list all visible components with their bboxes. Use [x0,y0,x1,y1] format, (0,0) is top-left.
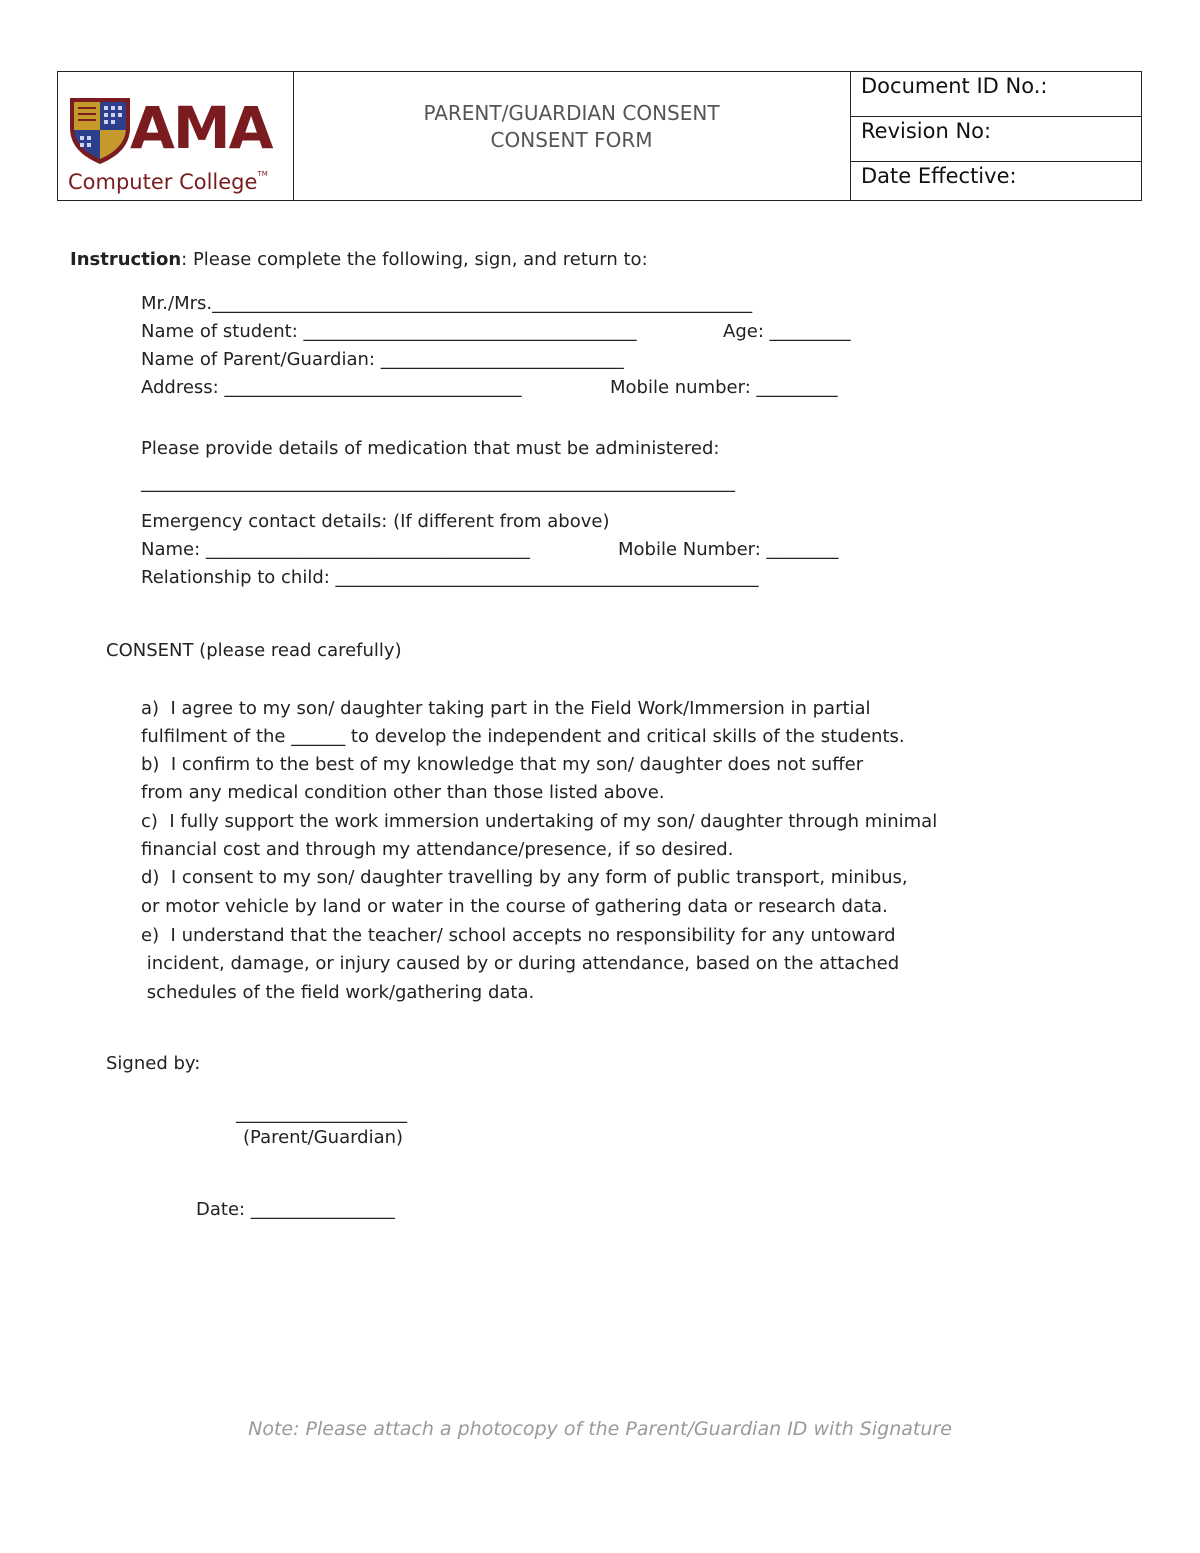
consent-line: fulfilment of the ______ to develop the independent and critical skills of the students. [141,726,905,747]
emergency-contact-label: Emergency contact details: (If different from above) [141,511,610,532]
document-meta-cell [850,72,1141,200]
revision-label: Revision No: [850,117,1141,162]
consent-line: from any medical condition other than those listed above. [141,782,665,803]
footer-note: Note: Please attach a photocopy of the Parent/Guardian ID with Signature [248,1418,952,1440]
logo-brand-text: AMA [130,94,272,162]
emergency-mobile-field[interactable]: Mobile Number: ________ [618,539,839,560]
signature-role-label: (Parent/Guardian) [243,1127,404,1148]
signed-by-label: Signed by: [106,1053,201,1074]
age-field[interactable]: Age: _________ [723,321,851,342]
consent-line: or motor vehicle by land or water in the course of gathering data or research data. [141,896,888,917]
consent-line: a) I agree to my son/ daughter taking part in the Field Work/Immersion in partial [141,698,871,719]
form-title-line-2: CONSENT FORM [490,128,653,152]
shield-crest-icon [68,94,132,166]
date-effective-label: Date Effective: [861,164,1017,188]
consent-line: b) I confirm to the best of my knowledge that my son/ daughter does not suffer [141,754,864,775]
instruction-text: : Please complete the following, sign, and return to: [181,249,648,270]
parent-name-field[interactable]: Name of Parent/Guardian: ___________________________ [141,349,624,370]
form-title-line-1: PARENT/GUARDIAN CONSENT [423,101,720,125]
date-field[interactable]: Date: ________________ [196,1199,395,1220]
address-field[interactable]: Address: _________________________________ [141,377,522,398]
logo-subtitle: Computer College™ [68,170,268,194]
medication-field[interactable]: __________________________________________________________________ [141,472,735,493]
consent-line: incident, damage, or injury caused by or during attendance, based on the attached [141,953,900,974]
document-id-label: Document ID No.: [850,72,1141,117]
form-title-cell [293,72,851,200]
relationship-field[interactable]: Relationship to child: _______________________________________________ [141,567,759,588]
consent-line: financial cost and through my attendance/presence, if so desired. [141,839,734,860]
document-header-table [57,71,1142,201]
student-name-field[interactable]: Name of student: _____________________________________ [141,321,637,342]
consent-line: d) I consent to my son/ daughter travelling by any form of public transport, minibus, [141,867,908,888]
instruction [70,249,648,270]
instruction-label: Instruction [70,249,182,270]
logo-cell [58,72,294,200]
consent-line: c) I fully support the work immersion undertaking of my son/ daughter through minimal [141,811,938,832]
signature-line[interactable]: ___________________ [236,1103,407,1124]
mr-mrs-field[interactable]: Mr./Mrs.____________________________________________________________ [141,293,753,314]
form-title [293,100,850,154]
medication-label: Please provide details of medication that must be administered: [141,438,720,459]
consent-line: schedules of the field work/gathering data. [141,982,535,1003]
mobile-number-field[interactable]: Mobile number: _________ [610,377,838,398]
emergency-name-field[interactable]: Name: ____________________________________ [141,539,530,560]
consent-line: e) I understand that the teacher/ school accepts no responsibility for any untoward [141,925,896,946]
consent-heading: CONSENT (please read carefully) [106,640,402,661]
